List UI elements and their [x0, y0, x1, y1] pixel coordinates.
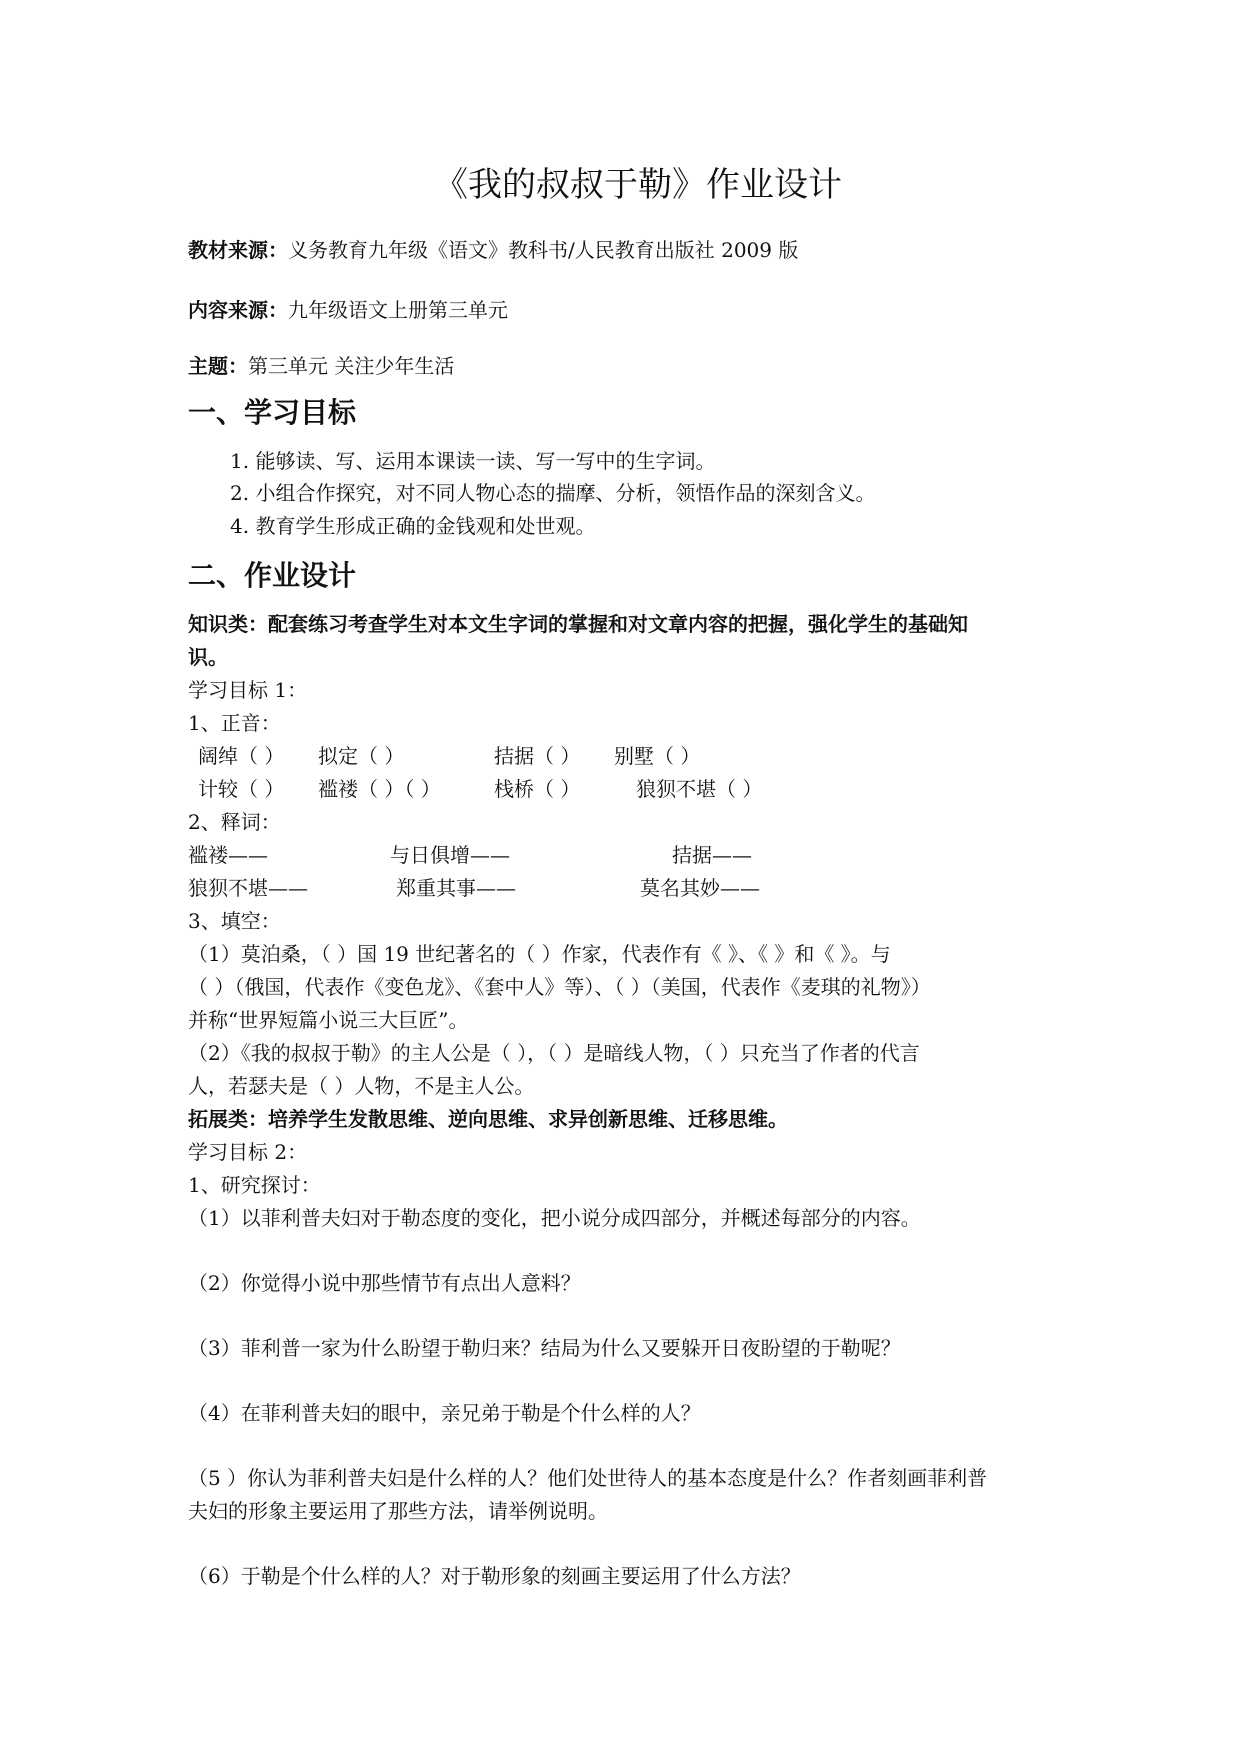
section-heading-goals: 一、学习目标	[188, 396, 357, 429]
research-question: （1）以菲利普夫妇对于勒态度的变化，把小说分成四部分，并概述每部分的内容。	[188, 1206, 921, 1230]
research-question: （4）在菲利普夫妇的眼中，亲兄弟于勒是个什么样的人？	[188, 1401, 701, 1425]
theme-label: 主题：	[188, 354, 248, 378]
definition-item: 郑重其事——	[396, 876, 516, 900]
content-source-label: 内容来源：	[188, 298, 288, 322]
fill-question-1-cont: （ ）（俄国，代表作《变色龙》、《套中人》等）、（ ）（美国，代表作《麦琪的礼物》）	[188, 975, 931, 999]
extension-intro: 拓展类：培养学生发散思维、逆向思维、求异创新思维、迁移思维。	[188, 1107, 788, 1131]
definition-item: 莫名其妙——	[640, 876, 760, 900]
goal1-label: 学习目标 1：	[188, 678, 308, 702]
pronunciation-item: 狼狈不堪（ ）	[636, 777, 763, 801]
textbook-source	[188, 238, 798, 262]
section-heading-homework: 二、作业设计	[188, 559, 357, 592]
research-question: （2）你觉得小说中那些情节有点出人意料？	[188, 1271, 581, 1295]
fill-question-2-cont: 人，若瑟夫是（ ）人物，不是主人公。	[188, 1074, 535, 1098]
theme	[188, 354, 454, 378]
definitions-label: 2、释词：	[188, 810, 281, 834]
content-source-value: 九年级语文上册第三单元	[288, 298, 508, 322]
knowledge-intro-cont: 识。	[188, 645, 228, 669]
research-question: （3）菲利普一家为什么盼望于勒归来？结局为什么又要躲开日夜盼望的于勒呢？	[188, 1336, 901, 1360]
pronunciation-item: 褴褛（ ）（ ）	[318, 777, 441, 801]
fill-label: 3、填空：	[188, 909, 281, 933]
goal-item: 2. 小组合作探究，对不同人物心态的揣摩、分析，领悟作品的深刻含义。	[230, 481, 876, 505]
fill-question-2: （2）《我的叔叔于勒》的主人公是（ ），（ ）是暗线人物，（ ）只充当了作者的代言	[188, 1041, 920, 1065]
research-question-cont: 夫妇的形象主要运用了那些方法，请举例说明。	[188, 1499, 608, 1523]
research-question: （5 ）你认为菲利普夫妇是什么样的人？他们处世待人的基本态度是什么？作者刻画菲利普	[188, 1466, 988, 1490]
page-title: 《我的叔叔于勒》作业设计	[434, 165, 842, 205]
goal2-label: 学习目标 2：	[188, 1140, 308, 1164]
pronunciation-item: 栈桥（ ）	[494, 777, 581, 801]
pronunciation-item: 拟定（ ）	[318, 744, 405, 768]
theme-value: 第三单元 关注少年生活	[248, 354, 455, 378]
definition-item: 拮据——	[672, 843, 752, 867]
research-question: （6）于勒是个什么样的人？对于勒形象的刻画主要运用了什么方法？	[188, 1564, 801, 1588]
textbook-source-label: 教材来源：	[188, 238, 288, 262]
pronunciation-item: 计较（ ）	[198, 777, 285, 801]
textbook-source-value: 义务教育九年级《语文》教科书/人民教育出版社 2009 版	[288, 238, 799, 262]
pronunciation-item: 别墅（ ）	[614, 744, 701, 768]
fill-question-1-cont: 并称“世界短篇小说三大巨匠”。	[188, 1008, 469, 1032]
research-label: 1、研究探讨：	[188, 1173, 321, 1197]
goal-item: 1. 能够读、写、运用本课读一读、写一写中的生字词。	[230, 449, 716, 473]
pronunciation-item: 拮据（ ）	[494, 744, 581, 768]
pronunciation-item: 阔绰（ ）	[198, 744, 285, 768]
definition-item: 狼狈不堪——	[188, 876, 308, 900]
knowledge-intro: 知识类：配套练习考查学生对本文生字词的掌握和对文章内容的把握，强化学生的基础知	[188, 612, 968, 636]
definition-item: 褴褛——	[188, 843, 268, 867]
definition-item: 与日俱增——	[390, 843, 510, 867]
content-source	[188, 298, 508, 322]
goal-item: 4. 教育学生形成正确的金钱观和处世观。	[230, 514, 596, 538]
pronunciation-label: 1、正音：	[188, 711, 281, 735]
fill-question-1: （1）莫泊桑，（ ）国 19 世纪著名的（ ）作家，代表作有《 》、《 》和《 》。与	[188, 942, 891, 966]
